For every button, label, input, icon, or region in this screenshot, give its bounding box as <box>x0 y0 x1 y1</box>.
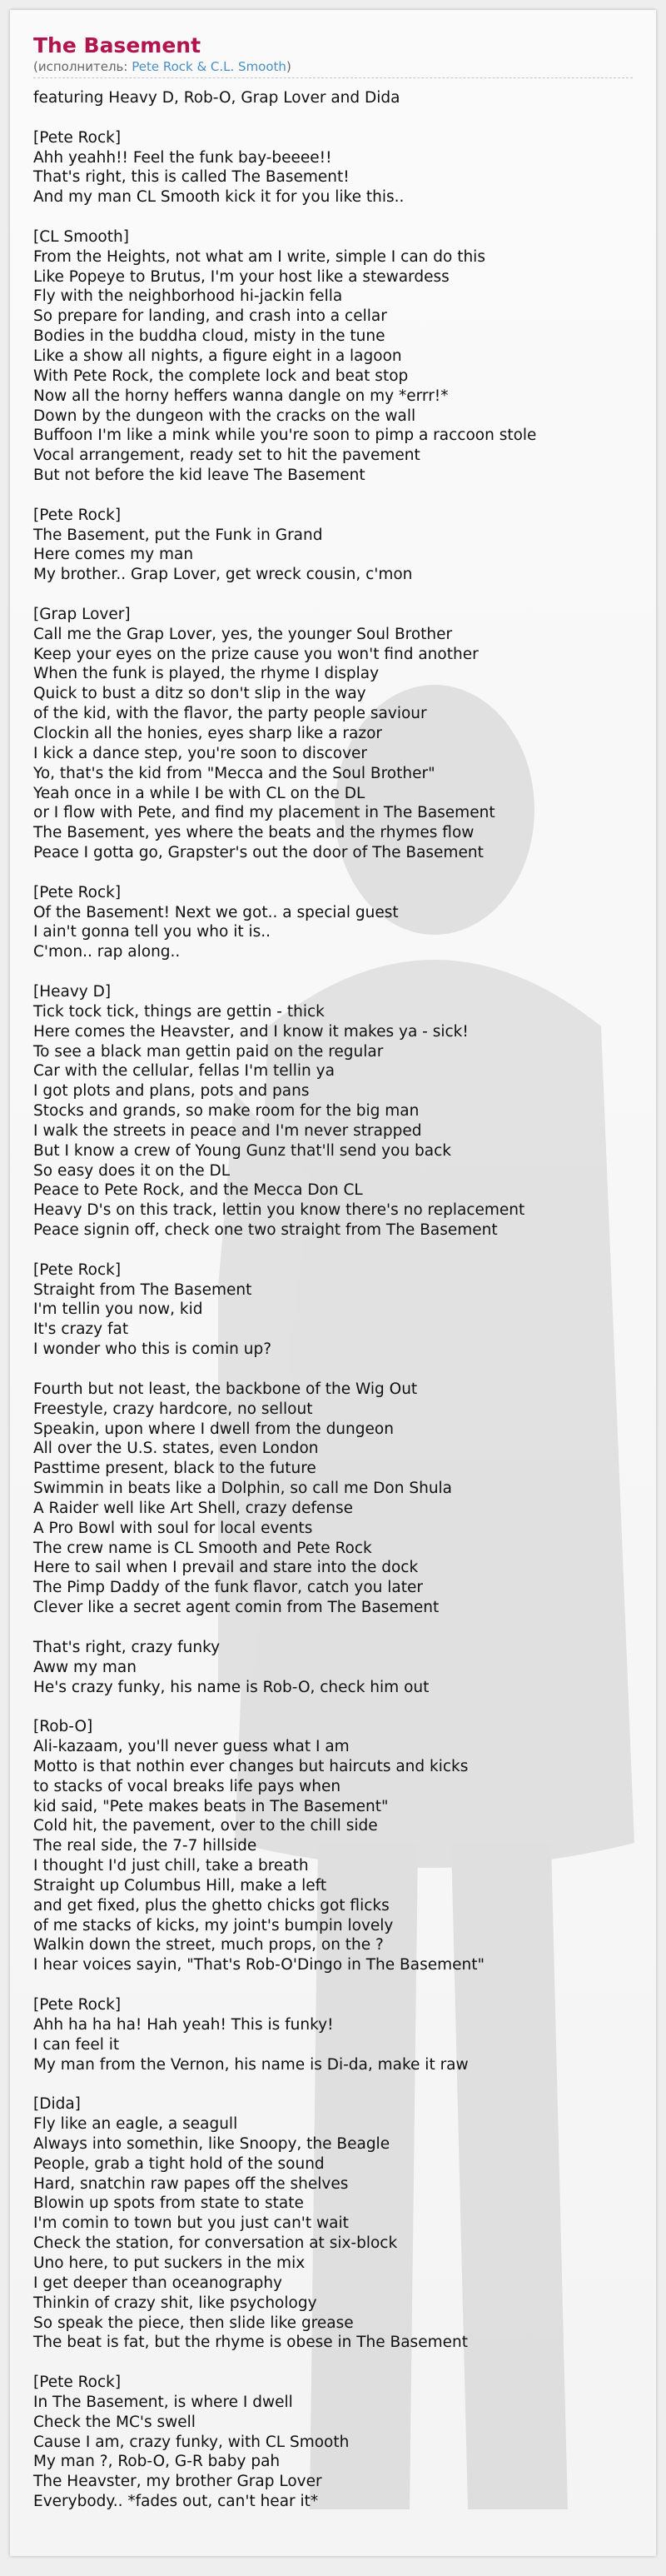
lyric-line: I kick a dance step, you're soon to discover <box>33 744 368 762</box>
lyric-line: The Basement, put the Funk in Grand <box>33 526 323 544</box>
lyric-line: A Raider well like Art Shell, crazy defense <box>33 1499 354 1517</box>
lyric-line: [Heavy D] <box>33 982 112 1001</box>
lyrics-card <box>10 10 656 2556</box>
lyric-line <box>33 1975 633 1995</box>
lyric-line: Keep your eyes on the prize cause you won't find another <box>33 645 479 663</box>
lyric-line: Now all the horny heffers wanna dangle on my *errr!* <box>33 387 449 405</box>
lyric-line: Cold hit, the pavement, over to the chill side <box>33 1817 378 1835</box>
lyric-line: When the funk is played, the rhyme I display <box>33 665 380 683</box>
lyric-line: Buffoon I'm like a mink while you're soon to pimp a raccoon stole <box>33 427 537 445</box>
lyric-line: The Pimp Daddy of the funk flavor, catch you later <box>33 1579 423 1597</box>
lyric-line: [Pete Rock] <box>33 883 122 901</box>
lyric-line: Stocks and grands, so make room for the big man <box>33 1102 420 1121</box>
lyric-line: Straight up Columbus Hill, make a left <box>33 1876 327 1895</box>
lyric-line: Swimmin in beats like a Dolphin, so call me Don Shula <box>33 1480 453 1498</box>
lyric-line: It's crazy fat <box>33 1320 129 1339</box>
lyric-line: I wonder who this is comin up? <box>33 1340 272 1359</box>
lyric-line: With Pete Rock, the complete lock and beat stop <box>33 367 409 385</box>
lyric-line <box>33 486 633 506</box>
lyric-line: My brother.. Grap Lover, get wreck cousin, c'mon <box>33 566 413 584</box>
lyric-line: Pasttime present, black to the future <box>33 1460 316 1478</box>
lyric-line: Peace I gotta go, Grapster's out the door of The Basement <box>33 844 484 862</box>
lyric-line: Here comes the Heavster, and I know it makes ya - sick! <box>33 1022 469 1041</box>
lyric-line: A Pro Bowl with soul for local events <box>33 1519 313 1537</box>
lyric-line <box>33 108 633 128</box>
lyric-line: Here to sail when I prevail and stare into the dock <box>33 1559 419 1577</box>
lyric-line: C'mon.. rap along.. <box>33 943 181 961</box>
lyric-line <box>33 863 633 883</box>
lyric-line: Straight from The Basement <box>33 1281 252 1299</box>
lyric-line: Down by the dungeon with the cracks on the wall <box>33 407 416 425</box>
lyric-line <box>33 2353 633 2373</box>
lyric-line: That's right, this is called The Basement! <box>33 168 350 187</box>
lyric-line: Fly with the neighborhood hi-jackin fella <box>33 287 343 306</box>
lyric-line: kid said, "Pete makes beats in The Basement" <box>33 1797 389 1815</box>
lyric-line: So easy does it on the DL <box>33 1161 231 1180</box>
lyric-line: But I know a crew of Young Gunz that'll send you back <box>33 1141 451 1160</box>
lyric-line: Always into somethin, like Snoopy, the Beagle <box>33 2134 390 2153</box>
lyric-line: Yo, that's the kid from "Mecca and the Soul Brother" <box>33 764 435 782</box>
lyric-line: So speak the piece, then slide like grease <box>33 2314 354 2332</box>
lyric-line <box>33 1360 633 1380</box>
lyric-line: Speakin, upon where I dwell from the dungeon <box>33 1420 394 1438</box>
artist-prefix: (исполнитель: <box>33 59 132 74</box>
lyric-line <box>33 1241 633 1261</box>
lyrics-body <box>33 88 633 2512</box>
artist-link[interactable]: Pete Rock & C.L. Smooth <box>132 59 286 74</box>
lyric-line: or I flow with Pete, and find my placement in The Basement <box>33 804 495 822</box>
lyric-line: I get deeper than oceanography <box>33 2274 282 2292</box>
lyric-line: [Pete Rock] <box>33 1261 122 1279</box>
lyric-line: Ahh yeahh!! Feel the funk bay-beeee!! <box>33 148 332 167</box>
song-header <box>33 33 633 78</box>
song-title: The Basement <box>33 33 201 57</box>
lyric-line: Here comes my man <box>33 546 194 564</box>
lyric-line: Ali-kazaam, you'll never guess what I am <box>33 1738 350 1756</box>
lyric-line: [Pete Rock] <box>33 506 122 524</box>
lyric-line: And my man CL Smooth kick it for you like this.. <box>33 188 405 207</box>
lyric-line <box>33 2074 633 2094</box>
lyric-line: My man ?, Rob-O, G-R baby pah <box>33 2453 281 2471</box>
lyric-line: [Pete Rock] <box>33 128 122 147</box>
lyric-line: Cause I am, crazy funky, with CL Smooth <box>33 2433 350 2451</box>
lyric-line: The crew name is CL Smooth and Pete Rock <box>33 1539 372 1557</box>
lyric-line: Hard, snatchin raw papes off the shelves <box>33 2174 349 2193</box>
lyric-line: Motto is that nothin ever changes but haircuts and kicks <box>33 1757 469 1775</box>
lyric-line: Heavy D's on this track, lettin you know there's no replacement <box>33 1201 525 1220</box>
lyric-line: But not before the kid leave The Basement <box>33 467 365 485</box>
lyric-line: The Basement, yes where the beats and the rhymes flow <box>33 824 475 842</box>
lyric-line: My man from the Vernon, his name is Di-da, make it raw <box>33 2055 469 2074</box>
lyric-line: Check the station, for conversation at six-block <box>33 2234 398 2253</box>
lyric-line: The real side, the 7-7 hillside <box>33 1837 257 1855</box>
lyric-line: Like Popeye to Brutus, I'm your host like a stewardess <box>33 267 450 286</box>
lyric-line: I can feel it <box>33 2035 120 2054</box>
lyric-line: Quick to bust a ditz so don't slip in the way <box>33 685 366 703</box>
lyric-line: Car with the cellular, fellas I'm tellin ya <box>33 1062 335 1081</box>
lyric-line: Freestyle, crazy hardcore, no sellout <box>33 1400 313 1418</box>
lyric-line: [Grap Lover] <box>33 605 131 623</box>
lyric-line <box>33 1618 633 1638</box>
lyric-line: I'm tellin you now, kid <box>33 1300 203 1319</box>
lyric-line: I walk the streets in peace and I'm never strapped <box>33 1121 422 1140</box>
lyric-line: From the Heights, not what am I write, simple I can do this <box>33 247 485 266</box>
lyric-line: He's crazy funky, his name is Rob-O, check him out <box>33 1678 430 1696</box>
lyric-line <box>33 962 633 982</box>
lyric-line: Clockin all the honies, eyes sharp like a razor <box>33 725 382 742</box>
lyric-line: [Rob-O] <box>33 1718 93 1736</box>
lyric-line: Fly like an eagle, a seagull <box>33 2115 238 2134</box>
lyric-line: The beat is fat, but the rhyme is obese in The Basement <box>33 2334 468 2352</box>
lyric-line: to stacks of vocal breaks life pays when <box>33 1777 341 1795</box>
lyric-line <box>33 207 633 227</box>
lyric-line: Of the Basement! Next we got.. a special guest <box>33 903 399 921</box>
lyric-line: Walkin down the street, much props, on the ? <box>33 1936 384 1954</box>
lyric-line: and get fixed, plus the ghetto chicks got flicks <box>33 1896 390 1915</box>
lyric-line: I ain't gonna tell you who it is.. <box>33 923 271 941</box>
song-artist-line <box>33 58 633 78</box>
lyric-line: To see a black man gettin paid on the regular <box>33 1042 384 1061</box>
lyric-line: Thinkin of crazy shit, like psychology <box>33 2294 317 2312</box>
artist-suffix: ) <box>286 59 291 74</box>
lyric-line: of the kid, with the flavor, the party people saviour <box>33 705 427 723</box>
lyric-line: I got plots and plans, pots and pans <box>33 1082 310 1101</box>
lyric-line: Tick tock tick, things are gettin - thick <box>33 1002 325 1021</box>
lyric-line: Bodies in the buddha cloud, misty in the tune <box>33 327 385 346</box>
lyric-line: Peace signin off, check one two straight from The Basement <box>33 1221 498 1240</box>
lyric-line: of me stacks of kicks, my joint's bumpin lovely <box>33 1916 394 1934</box>
lyric-line: So prepare for landing, and crash into a cellar <box>33 307 387 326</box>
lyric-line: Blowin up spots from state to state <box>33 2194 304 2213</box>
lyric-line: All over the U.S. states, even London <box>33 1440 319 1458</box>
lyric-line: Aww my man <box>33 1658 137 1676</box>
lyric-line: [Pete Rock] <box>33 2374 122 2392</box>
lyric-line: I thought I'd just chill, take a breath <box>33 1857 309 1875</box>
lyric-line: That's right, crazy funky <box>33 1638 221 1656</box>
lyric-line: Clever like a secret agent comin from The Basement <box>33 1599 440 1617</box>
lyric-line <box>33 585 633 605</box>
lyric-line: The Heavster, my brother Grap Lover <box>33 2473 322 2491</box>
lyric-line: Vocal arrangement, ready set to hit the pavement <box>33 447 420 465</box>
lyric-line: Fourth but not least, the backbone of the Wig Out <box>33 1380 418 1398</box>
lyric-line: Uno here, to put suckers in the mix <box>33 2254 306 2272</box>
lyric-line: Call me the Grap Lover, yes, the younger Soul Brother <box>33 625 453 643</box>
lyric-line: Yeah once in a while I be with CL on the DL <box>33 784 365 802</box>
lyric-line: I hear voices sayin, "That's Rob-O'Dingo in The Basement" <box>33 1956 485 1974</box>
lyric-line: [CL Smooth] <box>33 227 129 246</box>
lyric-line: [Pete Rock] <box>33 1996 122 2014</box>
lyric-line: Like a show all nights, a figure eight in a lagoon <box>33 347 402 365</box>
lyric-line: People, grab a tight hold of the sound <box>33 2154 325 2173</box>
lyric-line <box>33 1697 633 1717</box>
lyric-line: Everybody.. *fades out, can't hear it* <box>33 2493 319 2511</box>
lyric-line: I'm comin to town but you just can't wait <box>33 2214 349 2233</box>
lyric-line: Check the MC's swell <box>33 2413 196 2431</box>
lyric-line: Peace to Pete Rock, and the Mecca Don CL <box>33 1181 363 1200</box>
lyric-line: Ahh ha ha ha! Hah yeah! This is funky! <box>33 2015 334 2034</box>
lyric-line: featuring Heavy D, Rob-O, Grap Lover and Dida <box>33 89 400 107</box>
lyric-line: [Dida] <box>33 2095 81 2114</box>
lyric-line: In The Basement, is where I dwell <box>33 2393 293 2411</box>
